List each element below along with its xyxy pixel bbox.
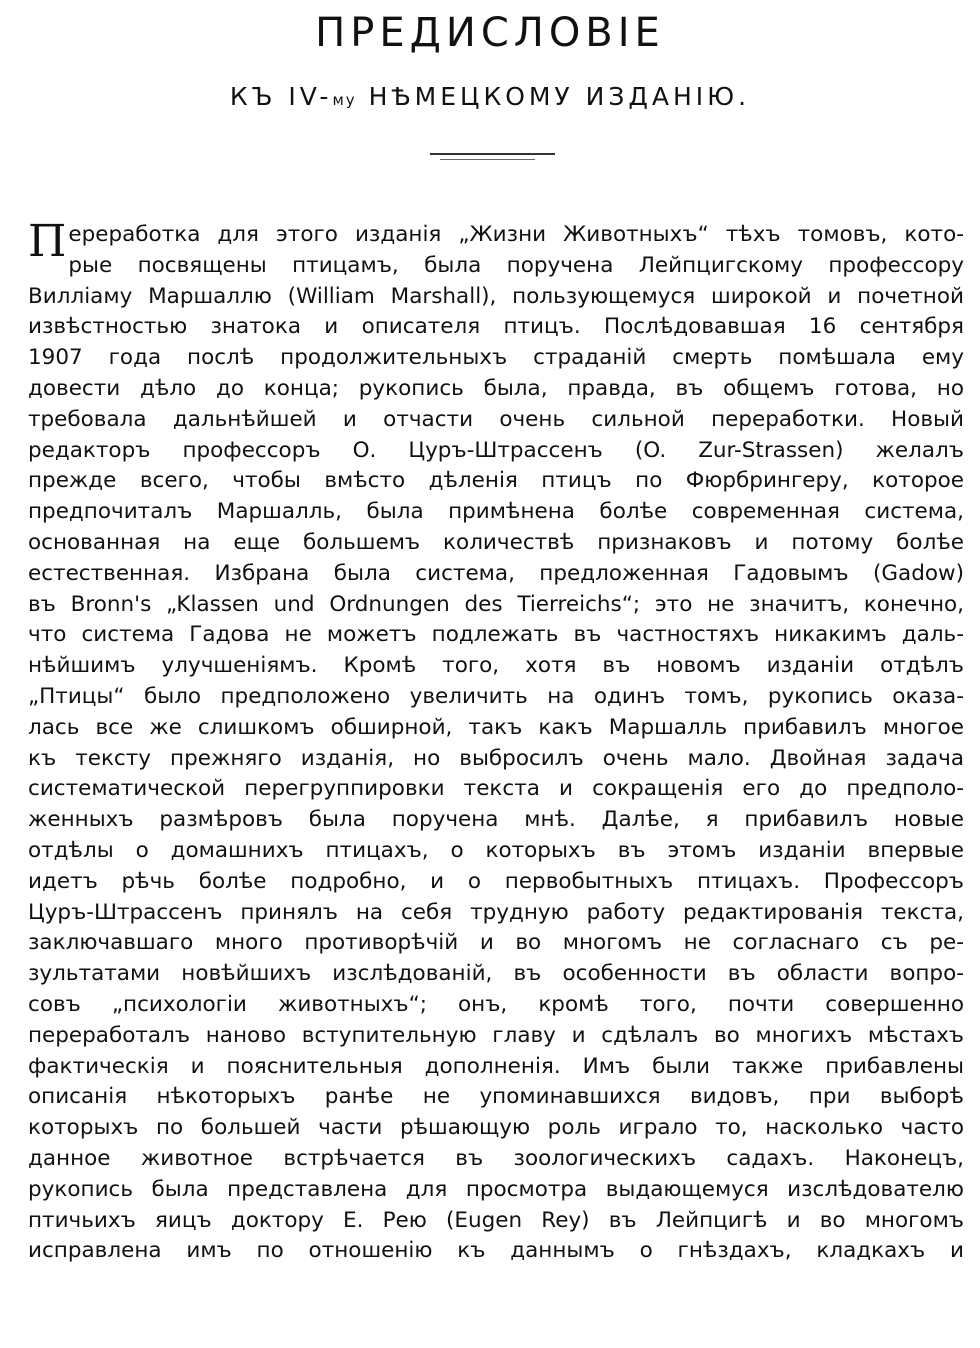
page-subtitle [0, 82, 980, 111]
subtitle-superscript: му [332, 91, 357, 109]
text-line: отдѣлы о домашнихъ птицахъ, о которыхъ въ этомъ изданіи впервые [28, 837, 964, 863]
text-line: которыхъ по большей части рѣшающую роль играло то, насколько часто [28, 1115, 964, 1141]
text-line: прежде всего, чтобы вмѣсто дѣленія птицъ по Фюрбрингеру, которое [28, 468, 964, 494]
drop-cap: П [28, 216, 67, 267]
text-line: довести дѣло до конца; рукопись была, правда, въ общемъ готова, но [28, 375, 964, 401]
text-line: въ Bronn's „Klassen und Ordnungen des Tierreichs“; это не значитъ, конечно, [28, 591, 964, 617]
text-line: данное животное встрѣчается въ зоологическихъ садахъ. Наконецъ, [28, 1145, 964, 1171]
text-line: естественная. Избрана была система, предложенная Гадовымъ (Gadow) [28, 560, 964, 586]
text-line: фактическія и пояснительныя дополненія. Имъ были также прибавлены [28, 1053, 964, 1079]
text-line: переработалъ наново вступительную главу и сдѣлалъ во многихъ мѣстахъ [28, 1022, 964, 1048]
preface-body [28, 216, 964, 1267]
text-line: Цуръ-Штрассенъ принялъ на себя трудную работу редактированія текста, [28, 899, 964, 925]
text-line: зультатами новѣйшихъ изслѣдованій, въ особенности въ области вопро- [28, 961, 964, 987]
title-divider [430, 153, 555, 155]
text-line: Вилліаму Маршаллю (William Marshall), пользующемуся широкой и почетной [28, 283, 964, 309]
text-line: рукопись была представлена для просмотра выдающемуся изслѣдователю [28, 1176, 964, 1202]
text-line: „Птицы“ было предположено увеличить на одинъ томъ, рукопись оказа- [28, 683, 964, 709]
text-line: птичьихъ яицъ доктору Е. Рею (Eugen Rey) въ Лейпцигѣ и во многомъ [28, 1207, 964, 1233]
subtitle-suffix: НѢМЕЦКОМУ ИЗДАНІЮ. [356, 82, 751, 111]
text-line: идетъ рѣчь болѣе подробно, и о первобытныхъ птицахъ. Профессоръ [28, 868, 964, 894]
text-line: систематической перегруппировки текста и сокращенія его до предполо- [28, 776, 964, 802]
text-line: женныхъ размѣровъ была поручена мнѣ. Далѣе, я прибавилъ новые [28, 807, 964, 833]
text-line: описанія нѣкоторыхъ ранѣе не упоминавшихся видовъ, при выборѣ [28, 1084, 964, 1110]
text-line: что система Гадова не можетъ подлежать въ частностяхъ никакимъ даль- [28, 622, 964, 648]
text-line: исправлена имъ по отношенію къ даннымъ о гнѣздахъ, кладкахъ и [28, 1238, 964, 1264]
text-line: извѣстностью знатока и описателя птицъ. Послѣдовавшая 16 сентября [28, 314, 964, 340]
text-line: совъ „психологіи животныхъ“; онъ, кромѣ того, почти совершенно [28, 991, 964, 1017]
subtitle-prefix: КЪ IV- [229, 82, 333, 111]
text-line: заключавшаго много противорѣчій и во многомъ не согласнаго съ ре- [28, 930, 964, 956]
text-line: 1907 года послѣ продолжительныхъ страданій смерть помѣшала ему [28, 345, 964, 371]
text-line: редакторъ профессоръ О. Цуръ-Штрассенъ (O. Zur-Strassen) желалъ [28, 437, 964, 463]
text-line: нѣйшимъ улучшеніямъ. Кромѣ того, хотя въ новомъ изданіи отдѣлъ [28, 653, 964, 679]
text-line: ереработка для этого изданія „Жизни Животныхъ“ тѣхъ томовъ, кото- [68, 222, 964, 247]
text-line: лась все же слишкомъ обширной, такъ какъ Маршалль прибавилъ многое [28, 714, 964, 740]
text-line: основанная на еще большемъ количествѣ признаковъ и потому болѣе [28, 529, 964, 555]
page-title: ПРЕДИСЛОВІЕ [315, 10, 665, 56]
text-line: рые посвящены птицамъ, была поручена Лейпцигскому профессору [68, 252, 964, 278]
text-line: предпочиталъ Маршалль, была примѣнена болѣе современная система, [28, 499, 964, 525]
text-line: требовала дальнѣйшей и отчасти очень сильной переработки. Новый [28, 406, 964, 432]
text-line: къ тексту прежняго изданія, но выбросилъ очень мало. Двойная задача [28, 745, 964, 771]
